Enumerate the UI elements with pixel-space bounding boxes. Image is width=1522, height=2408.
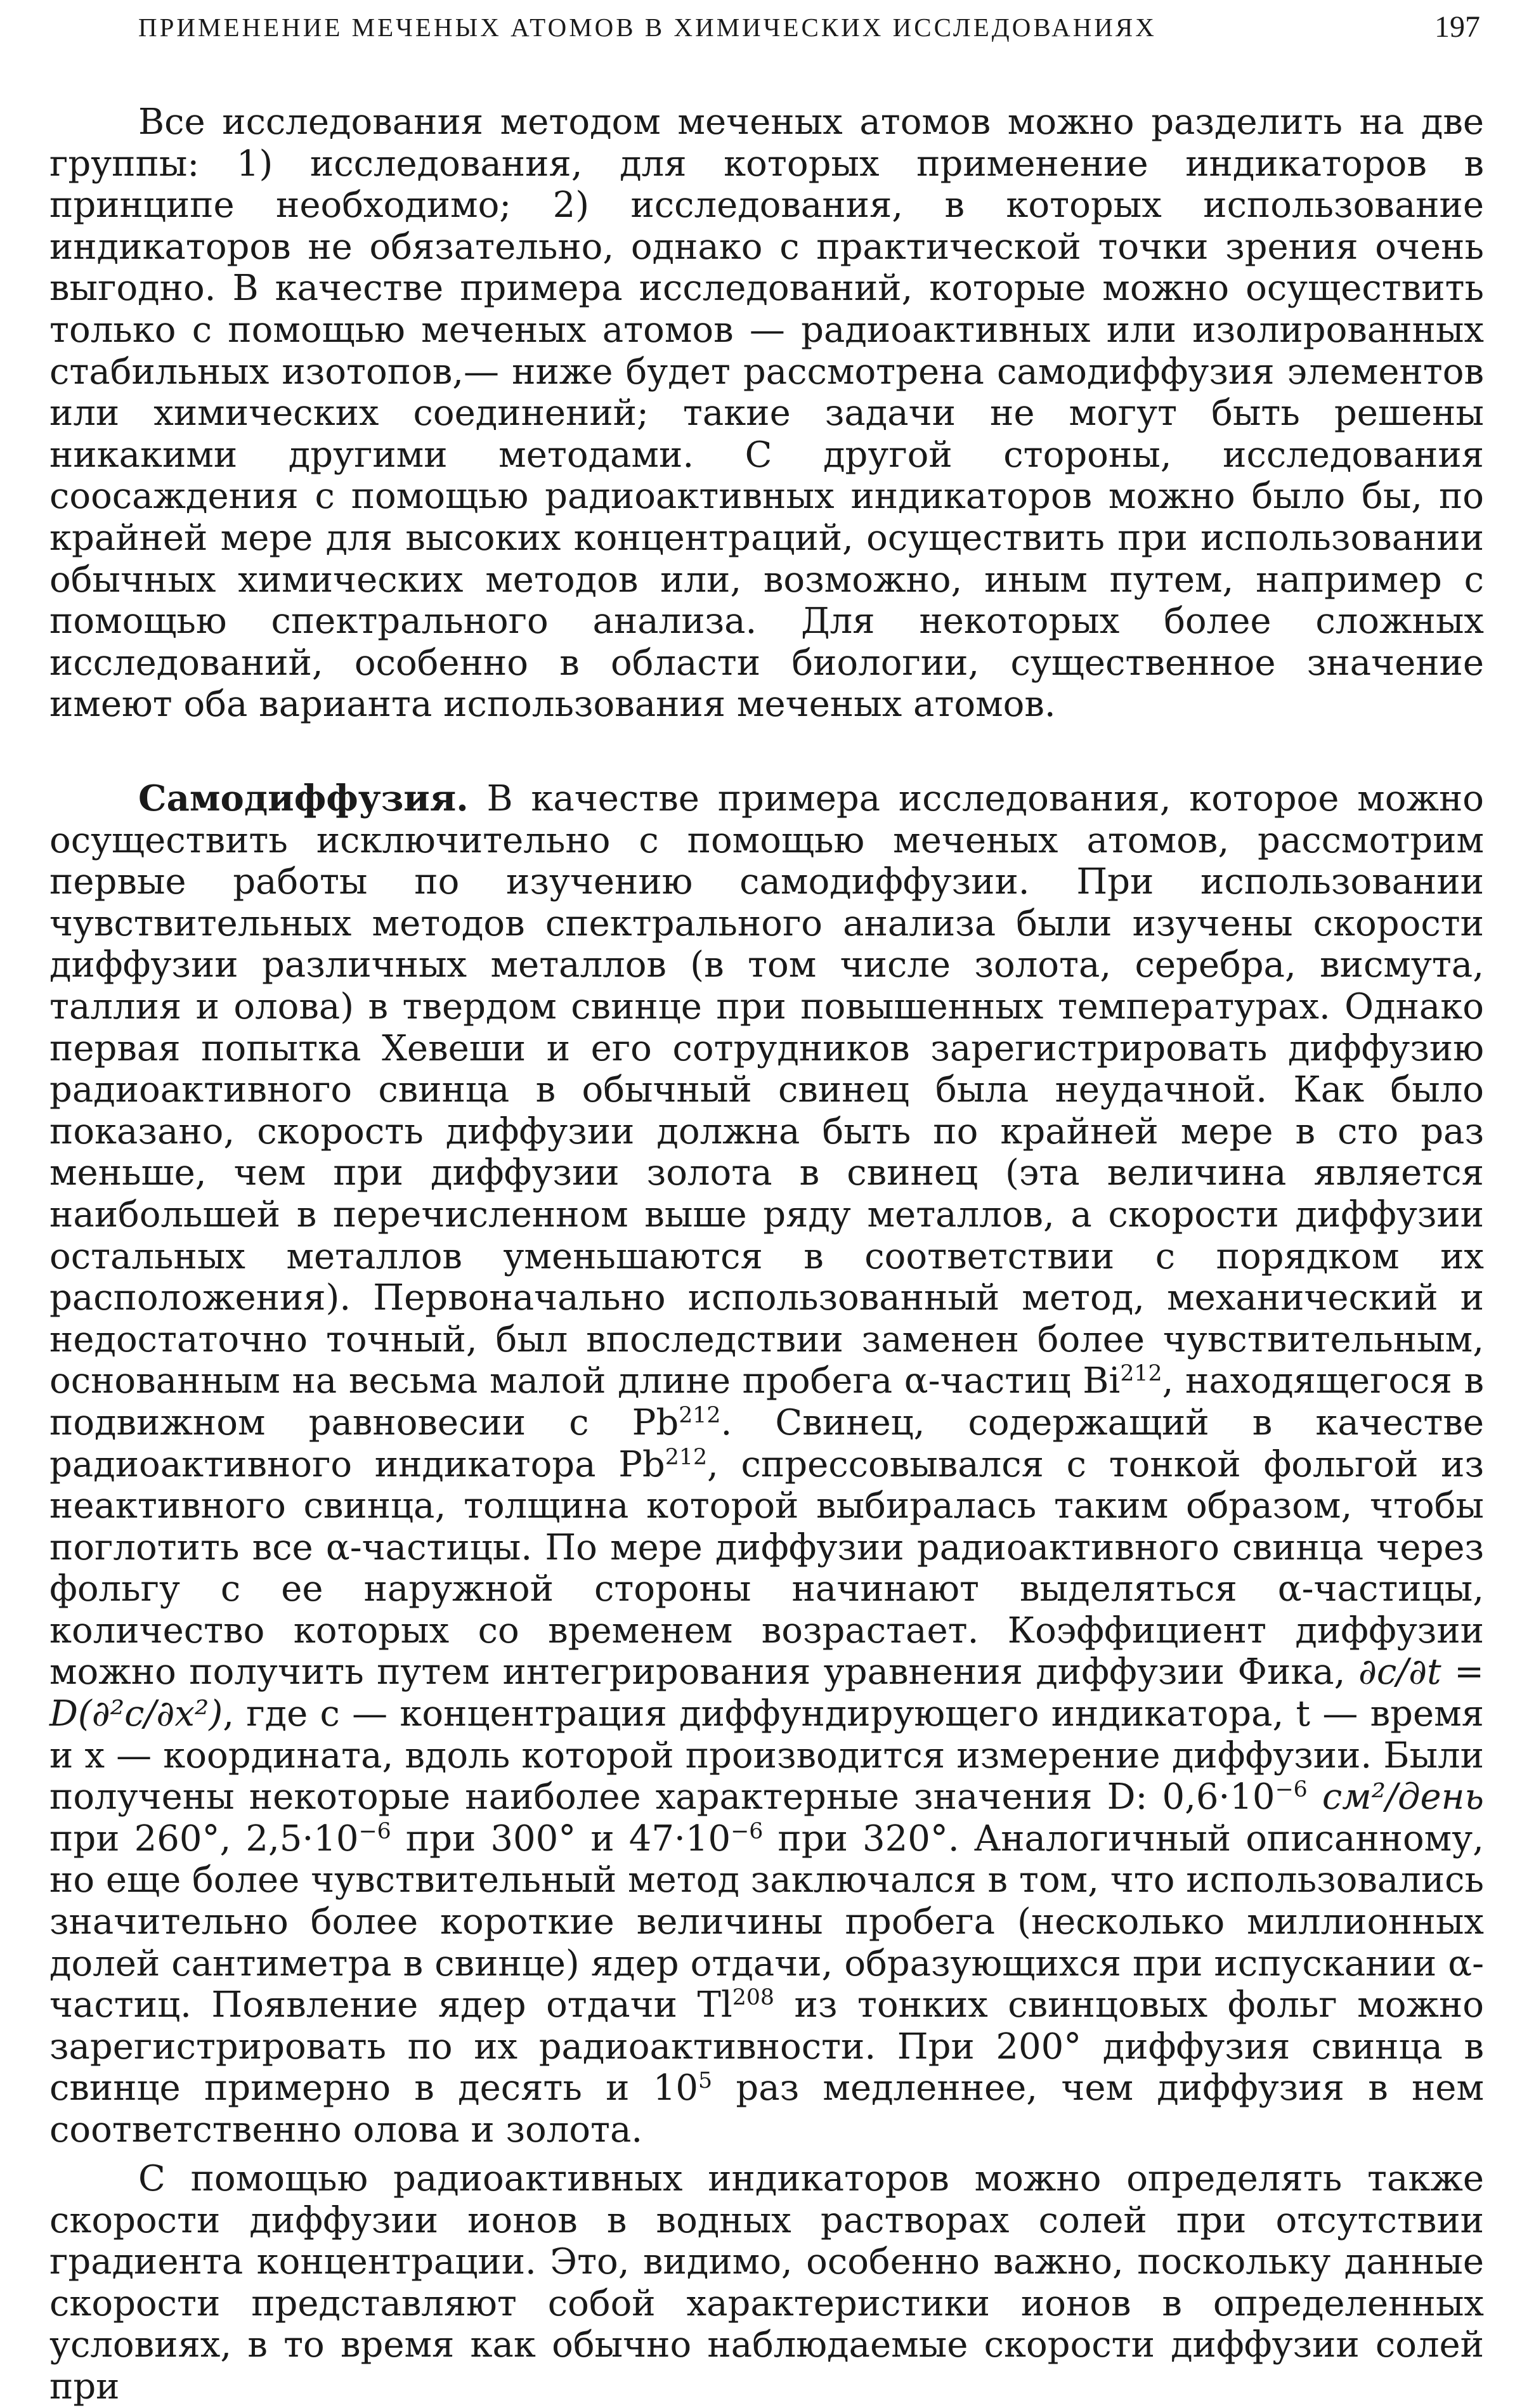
text-run: при 300° и 47·10 (391, 1818, 731, 1859)
paragraph-selfdiffusion (49, 778, 1484, 2151)
text-run: . Свинец, содержащий в качестве радиоактивного индикатора Pb (49, 1402, 1484, 1485)
text-run: при 260°, 2,5·10 (49, 1818, 359, 1859)
book-page (49, 0, 1485, 2407)
fick-equation: ∂c/∂t = D(∂²c/∂x²) (49, 1651, 1484, 1735)
mass-number-pb: 212 (679, 1402, 721, 1428)
text-run: при 320°. Аналогичный описанному, но еще более чувствительный метод заключался в том, что использовались значительно более короткие величины пробега (несколько миллионных долей сантиметра в свинце) ядер отдачи, образующихся при испускании α-частиц. Появление ядер отдачи Tl (49, 1818, 1484, 2026)
running-title: ПРИМЕНЕНИЕ МЕЧЕНЫХ АТОМОВ В ХИМИЧЕСКИХ ИССЛЕДОВАНИЯХ (138, 13, 1157, 42)
exponent: −6 (358, 1818, 391, 1844)
mass-number-bi: 212 (1120, 1361, 1162, 1387)
text-run: В качестве примера исследования, которое можно осуществить исключительно с помощью меченых атомов, рассмотрим первые работы по изучению самодиффузии. При использовании чувствительных методов спектрального анализа были изучены скорости диффузии различных металлов (в том числе золота, серебра, висмута, таллия и олова) в твердом свинце при повышенных температурах. Однако первая попытка Хевеши и его сотрудников зарегистрировать диффузию радиоактивного свинца в обычный свинец была неудачной. Как было показано, скорость диффузии должна быть по крайней мере в сто раз меньше, чем при диффузии золота в свинец (эта величина является наибольшей в перечисленном выше ряду металлов, а скорости диффузии остальных металлов уменьшаются в соответствии с порядком их расположения). Первоначально использованный метод, механический и недостаточно точный, был впоследствии заменен более чувствительным, основанным на весьма малой длине пробега α-частиц Bi (49, 778, 1484, 1402)
text-run: , спрессовывался с тонкой фольгой из неактивного свинца, толщина которой выбиралась таким образом, чтобы поглотить все α-частицы. По мере диффузии радиоактивного свинца через фольгу с ее наружной стороны начинают выделяться α-частицы, количество которых со временем возрастает. Коэффициент диффузии можно получить путем интегрирования уравнения диффузии Фика, (49, 1443, 1484, 1693)
unit-label: см²/день (1307, 1776, 1485, 1818)
paragraph-intro (49, 101, 1484, 726)
page-number: 197 (1434, 10, 1480, 44)
text-run: из тонких свинцовых фольг можно зарегистрировать по их радиоактивности. При 200° диффузия свинца в свинце примерно в десять и 10 (49, 1984, 1484, 2109)
text-run: , находящегося в подвижном равновесии с Pb (49, 1360, 1484, 1443)
exponent: −6 (731, 1818, 764, 1844)
exponent: −6 (1275, 1777, 1308, 1803)
running-head (49, 5, 1484, 49)
text-run: раз медленнее, чем диффузия в нем соответственно олова и золота. (49, 2067, 1485, 2151)
paragraph-selfdiffusion-text (49, 778, 1484, 2151)
paragraph-ions-text: С помощью радиоактивных индикаторов можно определять также скорости диффузии ионов в водных растворах солей при отсутствии градиента концентрации. Это, видимо, особенно важно, поскольку данные скорости представляют собой характеристики ионов в определенных условиях, в то время как обычно наблюдаемые скорости диффузии солей при (49, 2158, 1484, 2407)
paragraph-intro-text: Все исследования методом меченых атомов можно разделить на две группы: 1) исследования, для которых применение индикаторов в принципе необходимо; 2) исследования, в которых использование индикаторов не обязательно, однако с практической точки зрения очень выгодно. В качестве примера исследований, которые можно осуществить только с помощью меченых атомов — радиоактивных или изолированных стабильных изотопов,— ниже будет рассмотрена самодиффузия элементов или химических соединений; такие задачи не могут быть решены никакими другими методами. С другой стороны, исследования соосаждения с помощью радиоактивных индикаторов можно было бы, по крайней мере для высоких концентраций, осуществить при использовании обычных химических методов или, возможно, иным путем, например с помощью спектрального анализа. Для некоторых более сложных исследований, особенно в области биологии, существенное значение имеют оба варианта использования меченых атомов. (49, 101, 1484, 726)
mass-number-pb: 212 (665, 1444, 708, 1470)
section-heading-selfdiffusion: Самодиффузия. (138, 778, 469, 819)
mass-number-tl: 208 (732, 1985, 775, 2011)
exponent: 5 (698, 2068, 713, 2094)
text-run: , где c — концентрация диффундирующего индикатора, t — время и x — координата, вдоль которой производится измерение диффузии. Были получены некоторые наиболее характерные значения D: 0,6·10 (49, 1693, 1484, 1818)
paragraph-ions (49, 2158, 1484, 2408)
